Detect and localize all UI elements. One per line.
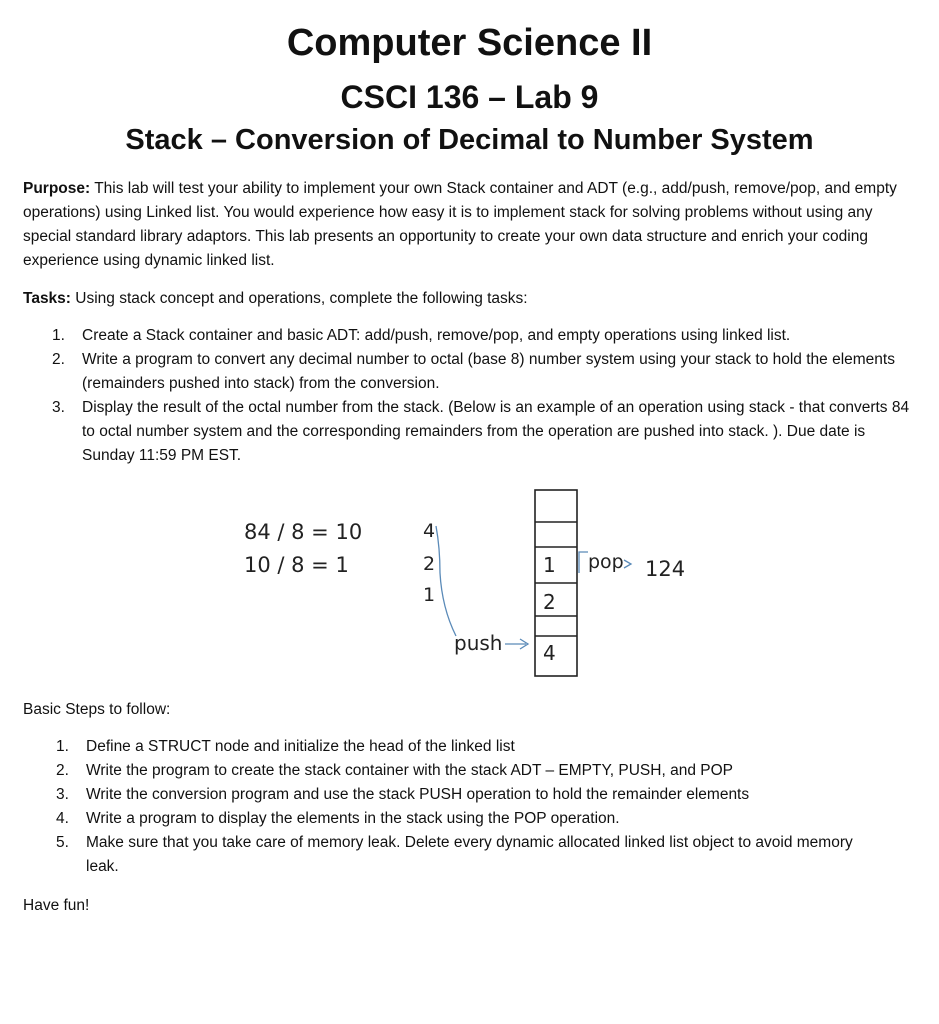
list-item-text: Define a STRUCT node and initialize the head of the linked list bbox=[86, 738, 515, 755]
list-item-text: Display the result of the octal number from the stack. (Below is an example of an operation using stack - that converts 84 to octal number system and the corresponding remainders from the operation are pushed into stack. ). Due date is Sunday 11:59 PM EST. bbox=[82, 399, 910, 464]
closing-text: Have fun! bbox=[23, 897, 90, 914]
pop-result: 124 bbox=[645, 557, 686, 581]
pop-arrow-head bbox=[624, 560, 631, 568]
basic-steps-heading: Basic Steps to follow: bbox=[23, 701, 171, 718]
pop-label: pop bbox=[588, 551, 624, 573]
lab-subtitle: Stack – Conversion of Decimal to Number System bbox=[125, 124, 814, 156]
tasks-intro bbox=[23, 287, 918, 311]
list-item-text: Write the program to create the stack container with the stack ADT – EMPTY, PUSH, and POP bbox=[86, 762, 733, 779]
equation-2: 10 / 8 = 1 bbox=[244, 553, 349, 577]
page-title: Computer Science II bbox=[286, 22, 653, 64]
purpose-paragraph bbox=[23, 177, 918, 273]
list-item-text: Write a program to display the elements in the stack using the POP operation. bbox=[86, 810, 620, 827]
list-item bbox=[56, 759, 876, 783]
remainder-1: 1 bbox=[423, 584, 436, 606]
tasks-label: Tasks: bbox=[23, 290, 71, 307]
list-item bbox=[56, 735, 876, 759]
list-item bbox=[52, 324, 912, 348]
list-item-number: 5. bbox=[56, 834, 69, 851]
remainder-4: 4 bbox=[423, 520, 436, 542]
remainder-2: 2 bbox=[423, 553, 436, 575]
basic-steps-list bbox=[56, 735, 876, 879]
list-item bbox=[56, 807, 876, 831]
task-list bbox=[52, 324, 912, 468]
push-label: push bbox=[454, 631, 503, 655]
stack-cell-2: 2 bbox=[543, 590, 556, 614]
list-item-text: Write the conversion program and use the stack PUSH operation to hold the remainder elements bbox=[86, 786, 750, 803]
stack-cell-1: 1 bbox=[543, 553, 556, 577]
list-item-number: 1. bbox=[56, 738, 69, 755]
list-item-text: Create a Stack container and basic ADT: add/push, remove/pop, and empty operations using linked list. bbox=[82, 327, 791, 344]
list-item-number: 2. bbox=[52, 351, 65, 368]
list-item-text: Write a program to convert any decimal number to octal (base 8) number system using your stack to hold the elements (remainders pushed into stack) from the conversion. bbox=[82, 351, 895, 392]
purpose-text: This lab will test your ability to implement your own Stack container and ADT (e.g., add/push, remove/pop, and empty operations) using Linked list. You would experience how easy it is to implement stack for solving problems without using any special standard library adaptors. This lab presents an opportunity to create your own data structure and enrich your coding experience using dynamic linked list. bbox=[23, 180, 897, 269]
equation-1: 84 / 8 = 10 bbox=[244, 520, 363, 544]
list-item-text: Make sure that you take care of memory leak. Delete every dynamic allocated linked list object to avoid memory leak. bbox=[86, 834, 853, 875]
stack-cell-4: 4 bbox=[543, 641, 556, 665]
list-item-number: 3. bbox=[56, 786, 69, 803]
tasks-intro-text: Using stack concept and operations, complete the following tasks: bbox=[75, 290, 528, 307]
list-item bbox=[56, 831, 876, 879]
list-item-number: 1. bbox=[52, 327, 65, 344]
pop-bracket bbox=[579, 552, 588, 573]
purpose-label: Purpose: bbox=[23, 180, 91, 197]
list-item-number: 3. bbox=[52, 399, 65, 416]
push-curve bbox=[436, 526, 456, 636]
list-item bbox=[52, 396, 912, 468]
list-item-number: 2. bbox=[56, 762, 69, 779]
course-title: CSCI 136 – Lab 9 bbox=[340, 79, 599, 115]
list-item bbox=[52, 348, 912, 396]
stack-conversion-diagram bbox=[230, 488, 700, 678]
list-item-number: 4. bbox=[56, 810, 69, 827]
list-item bbox=[56, 783, 876, 807]
